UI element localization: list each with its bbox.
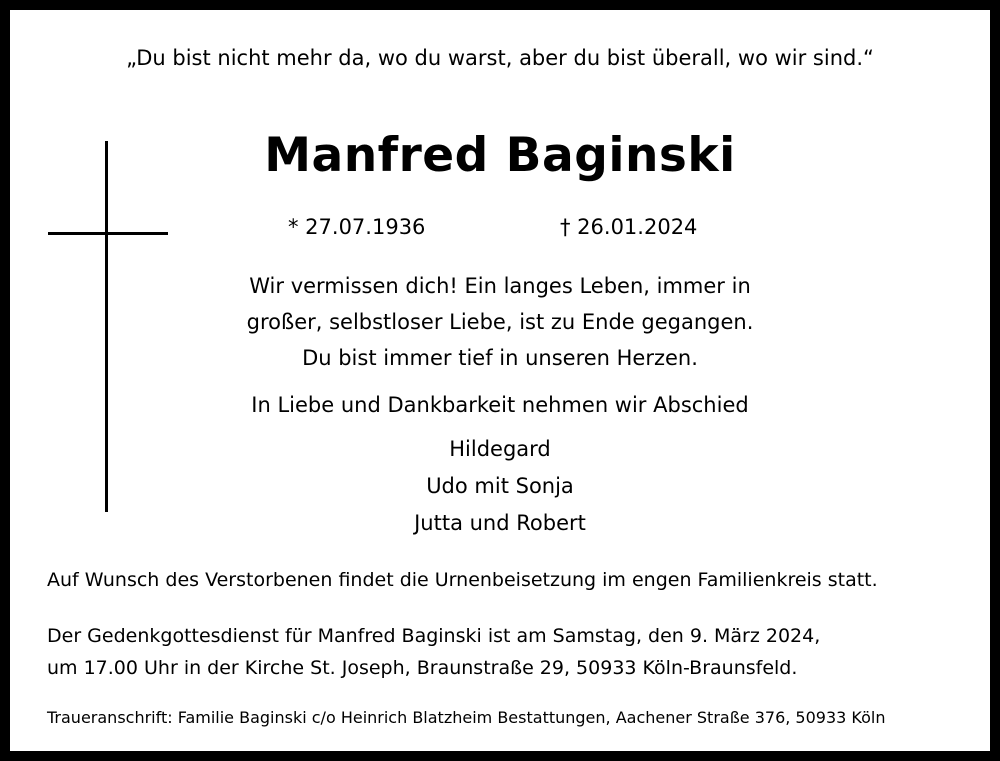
- mourner-name: Jutta und Robert: [414, 511, 586, 535]
- memorial-quote: „Du bist nicht mehr da, wo du warst, aber du bist überall, wo wir sind.“: [126, 46, 874, 70]
- farewell-line: In Liebe und Dankbarkeit nehmen wir Abschied: [251, 393, 749, 417]
- message-line: Du bist immer tief in unseren Herzen.: [302, 346, 698, 370]
- deceased-name: Manfred Baginski: [264, 128, 736, 183]
- message-line: großer, selbstloser Liebe, ist zu Ende gegangen.: [246, 310, 754, 334]
- mourner-name: Udo mit Sonja: [426, 474, 574, 498]
- message-line: Wir vermissen dich! Ein langes Leben, immer in: [249, 274, 751, 298]
- farewell-message: [10, 268, 990, 376]
- cross-horizontal-bar: [48, 232, 168, 235]
- service-line: Der Gedenkgottesdienst für Manfred Baginski ist am Samstag, den 9. März 2024,: [47, 625, 821, 647]
- memorial-service-info: [47, 620, 820, 684]
- death-date: † 26.01.2024: [560, 215, 698, 239]
- mourners-list: [10, 431, 990, 542]
- urn-burial-note: Auf Wunsch des Verstorbenen findet die Urnenbeisetzung im engen Familienkreis statt.: [47, 569, 878, 591]
- mourner-name: Hildegard: [449, 437, 551, 461]
- birth-date: * 27.07.1936: [288, 215, 426, 239]
- mourning-address: Traueranschrift: Familie Baginski c/o Heinrich Blatzheim Bestattungen, Aachener Straße 376, 50933 Köln: [47, 708, 886, 727]
- service-line: um 17.00 Uhr in der Kirche St. Joseph, Braunstraße 29, 50933 Köln-Braunsfeld.: [47, 657, 798, 679]
